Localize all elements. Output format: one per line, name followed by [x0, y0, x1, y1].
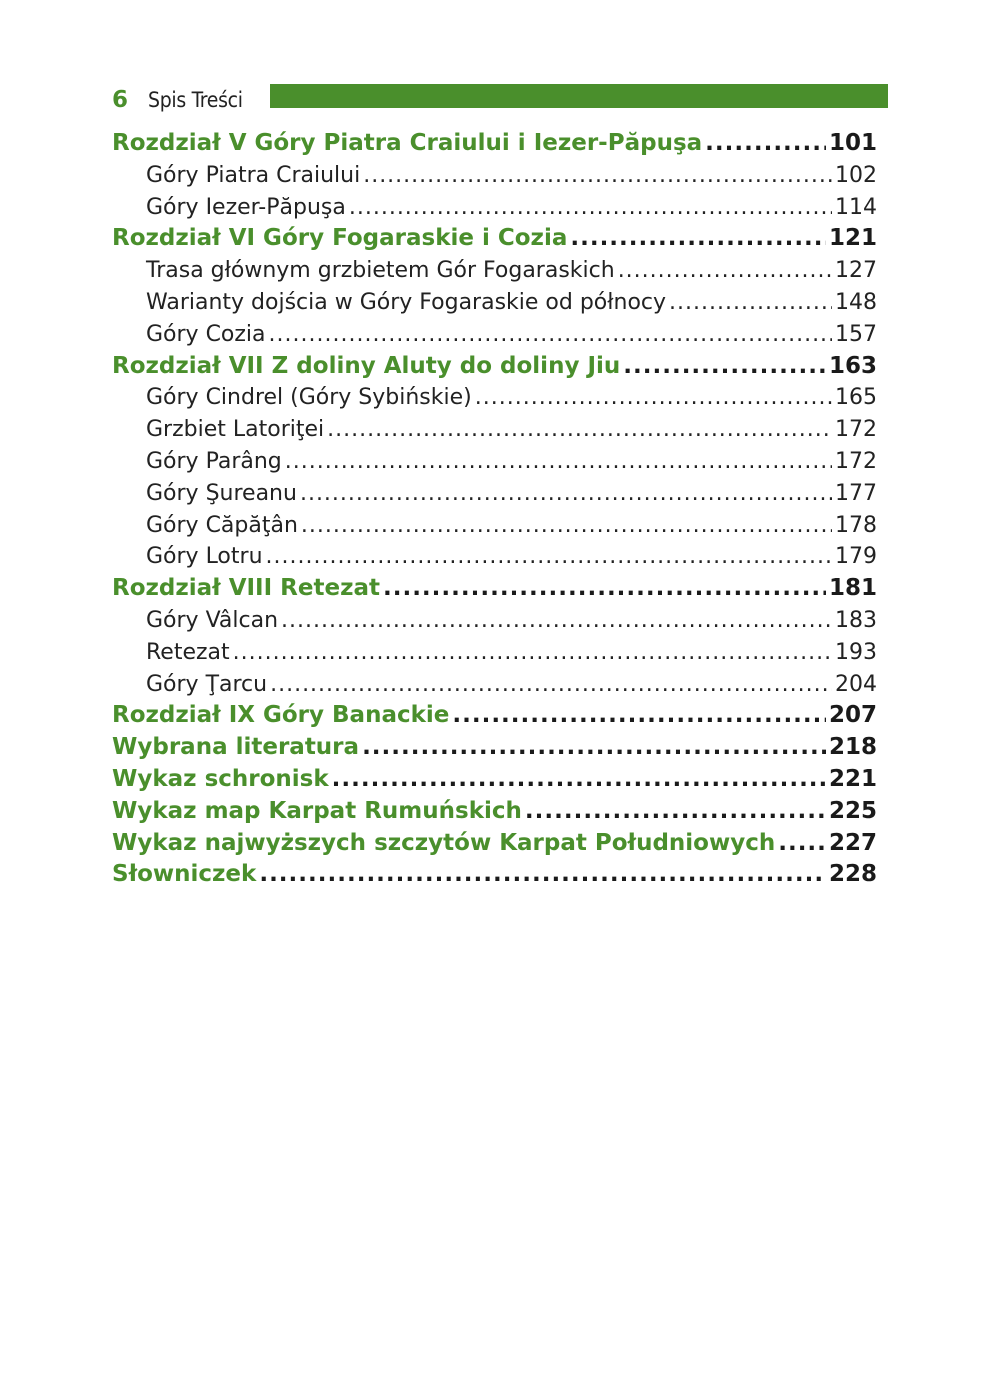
toc-subentry: [112, 669, 877, 701]
toc-entry-title: Rozdział VII Z doliny Aluty do doliny Jiu: [112, 352, 621, 379]
toc-chapter-entry: [112, 128, 877, 160]
toc-entry-page: 101: [828, 130, 877, 156]
toc-entry-title: Słowniczek: [112, 861, 257, 888]
dot-leader: [705, 128, 826, 160]
toc-entry-title: Wykaz najwyższych szczytów Karpat Południowych: [112, 829, 776, 856]
toc-entry-page: 114: [835, 194, 877, 220]
dot-leader: [349, 192, 832, 224]
toc-entry-title: Góry Ţarcu: [146, 671, 268, 697]
toc-entry-page: 181: [828, 575, 877, 602]
dot-leader: [285, 446, 832, 478]
toc-entry-page: 121: [828, 225, 877, 252]
toc-entry-page: 193: [835, 639, 877, 665]
toc-subentry: [112, 319, 877, 351]
dot-leader: [618, 255, 832, 287]
toc-entry-title: Rozdział VI Góry Fogaraskie i Cozia: [112, 225, 568, 252]
dot-leader: [281, 605, 832, 637]
toc-chapter-entry: [112, 223, 877, 255]
toc-entry-title: Góry Parâng: [146, 448, 282, 474]
toc-entry-page: 207: [828, 702, 877, 729]
toc-subentry: [112, 382, 877, 414]
toc-entry-title: Wybrana literatura: [112, 734, 360, 761]
toc-entry-page: 172: [835, 417, 877, 443]
dot-leader: [363, 160, 832, 192]
toc-chapter-entry: [112, 351, 877, 383]
toc-entry-title: Góry Şureanu: [146, 480, 297, 506]
toc-entry-page: 102: [835, 162, 877, 188]
toc-chapter-entry: [112, 700, 877, 732]
toc-entry-title: Góry Cindrel (Góry Sybińskie): [146, 385, 472, 411]
dot-leader: [269, 319, 832, 351]
toc-entry-title: Rozdział V Góry Piatra Craiului i Iezer-Păpuşa: [112, 130, 703, 156]
toc-entry-title: Góry Lotru: [146, 544, 263, 570]
section-title: Spis Treści: [148, 88, 243, 112]
page-header: [112, 84, 888, 116]
toc-entry-title: Retezat: [146, 639, 230, 665]
dot-leader: [362, 732, 826, 764]
toc-subentry: [112, 478, 877, 510]
toc-subentry: [112, 160, 877, 192]
toc-entry-title: Rozdział VIII Retezat: [112, 575, 380, 602]
toc-subentry: [112, 605, 877, 637]
dot-leader: [301, 510, 832, 542]
toc-entry-page: 179: [835, 544, 877, 570]
dot-leader: [270, 669, 832, 701]
dot-leader: [570, 223, 826, 255]
toc-entry-page: 127: [835, 258, 877, 284]
toc-subentry: [112, 446, 877, 478]
toc-entry-page: 228: [828, 861, 877, 888]
toc-entry-title: Warianty dojścia w Góry Fogaraskie od północy: [146, 289, 667, 315]
dot-leader: [233, 637, 832, 669]
toc-entry-title: Góry Piatra Craiului: [146, 162, 361, 188]
toc-entry-page: 177: [835, 480, 877, 506]
page-number: 6: [112, 87, 129, 113]
dot-leader: [327, 414, 832, 446]
toc-entry-page: 204: [835, 671, 877, 697]
toc-chapter-entry: [112, 764, 877, 796]
toc-subentry: [112, 287, 877, 319]
dot-leader: [332, 764, 826, 796]
toc-chapter-entry: [112, 732, 877, 764]
toc-entry-title: Wykaz schronisk: [112, 765, 329, 792]
dot-leader: [778, 828, 826, 860]
toc-entry-page: 227: [828, 829, 877, 856]
table-of-contents: [112, 128, 877, 891]
toc-entry-page: 218: [828, 734, 877, 761]
toc-entry-title: Rozdział IX Góry Banackie: [112, 702, 450, 729]
toc-entry-page: 178: [835, 512, 877, 538]
toc-chapter-entry: [112, 828, 877, 860]
toc-entry-page: 157: [835, 321, 877, 347]
toc-subentry: [112, 255, 877, 287]
toc-entry-title: Góry Vâlcan: [146, 607, 279, 633]
toc-entry-title: Trasa głównym grzbietem Gór Fogaraskich: [146, 258, 615, 284]
toc-subentry: [112, 414, 877, 446]
toc-entry-page: 221: [828, 765, 877, 792]
dot-leader: [623, 351, 826, 383]
toc-chapter-entry: [112, 796, 877, 828]
toc-entry-page: 148: [835, 289, 877, 315]
toc-subentry: [112, 510, 877, 542]
toc-subentry: [112, 637, 877, 669]
dot-leader: [475, 382, 832, 414]
toc-entry-page: 165: [835, 385, 877, 411]
toc-entry-title: Góry Cozia: [146, 321, 266, 347]
toc-entry-title: Góry Iezer-Păpuşa: [146, 194, 346, 220]
toc-chapter-entry: [112, 573, 877, 605]
dot-leader: [383, 573, 826, 605]
toc-entry-title: Góry Căpăţân: [146, 512, 298, 538]
dot-leader: [525, 796, 826, 828]
toc-chapter-entry: [112, 859, 877, 891]
dot-leader: [452, 700, 826, 732]
dot-leader: [259, 859, 826, 891]
toc-entry-page: 163: [828, 352, 877, 379]
dot-leader: [300, 478, 832, 510]
dot-leader: [669, 287, 832, 319]
toc-subentry: [112, 541, 877, 573]
toc-entry-page: 172: [835, 448, 877, 474]
toc-entry-page: 183: [835, 607, 877, 633]
toc-entry-title: Grzbiet Latoriţei: [146, 417, 325, 443]
toc-entry-title: Wykaz map Karpat Rumuńskich: [112, 797, 522, 824]
toc-entry-page: 225: [828, 797, 877, 824]
header-accent-bar: [270, 84, 888, 108]
dot-leader: [266, 541, 832, 573]
toc-subentry: [112, 192, 877, 224]
